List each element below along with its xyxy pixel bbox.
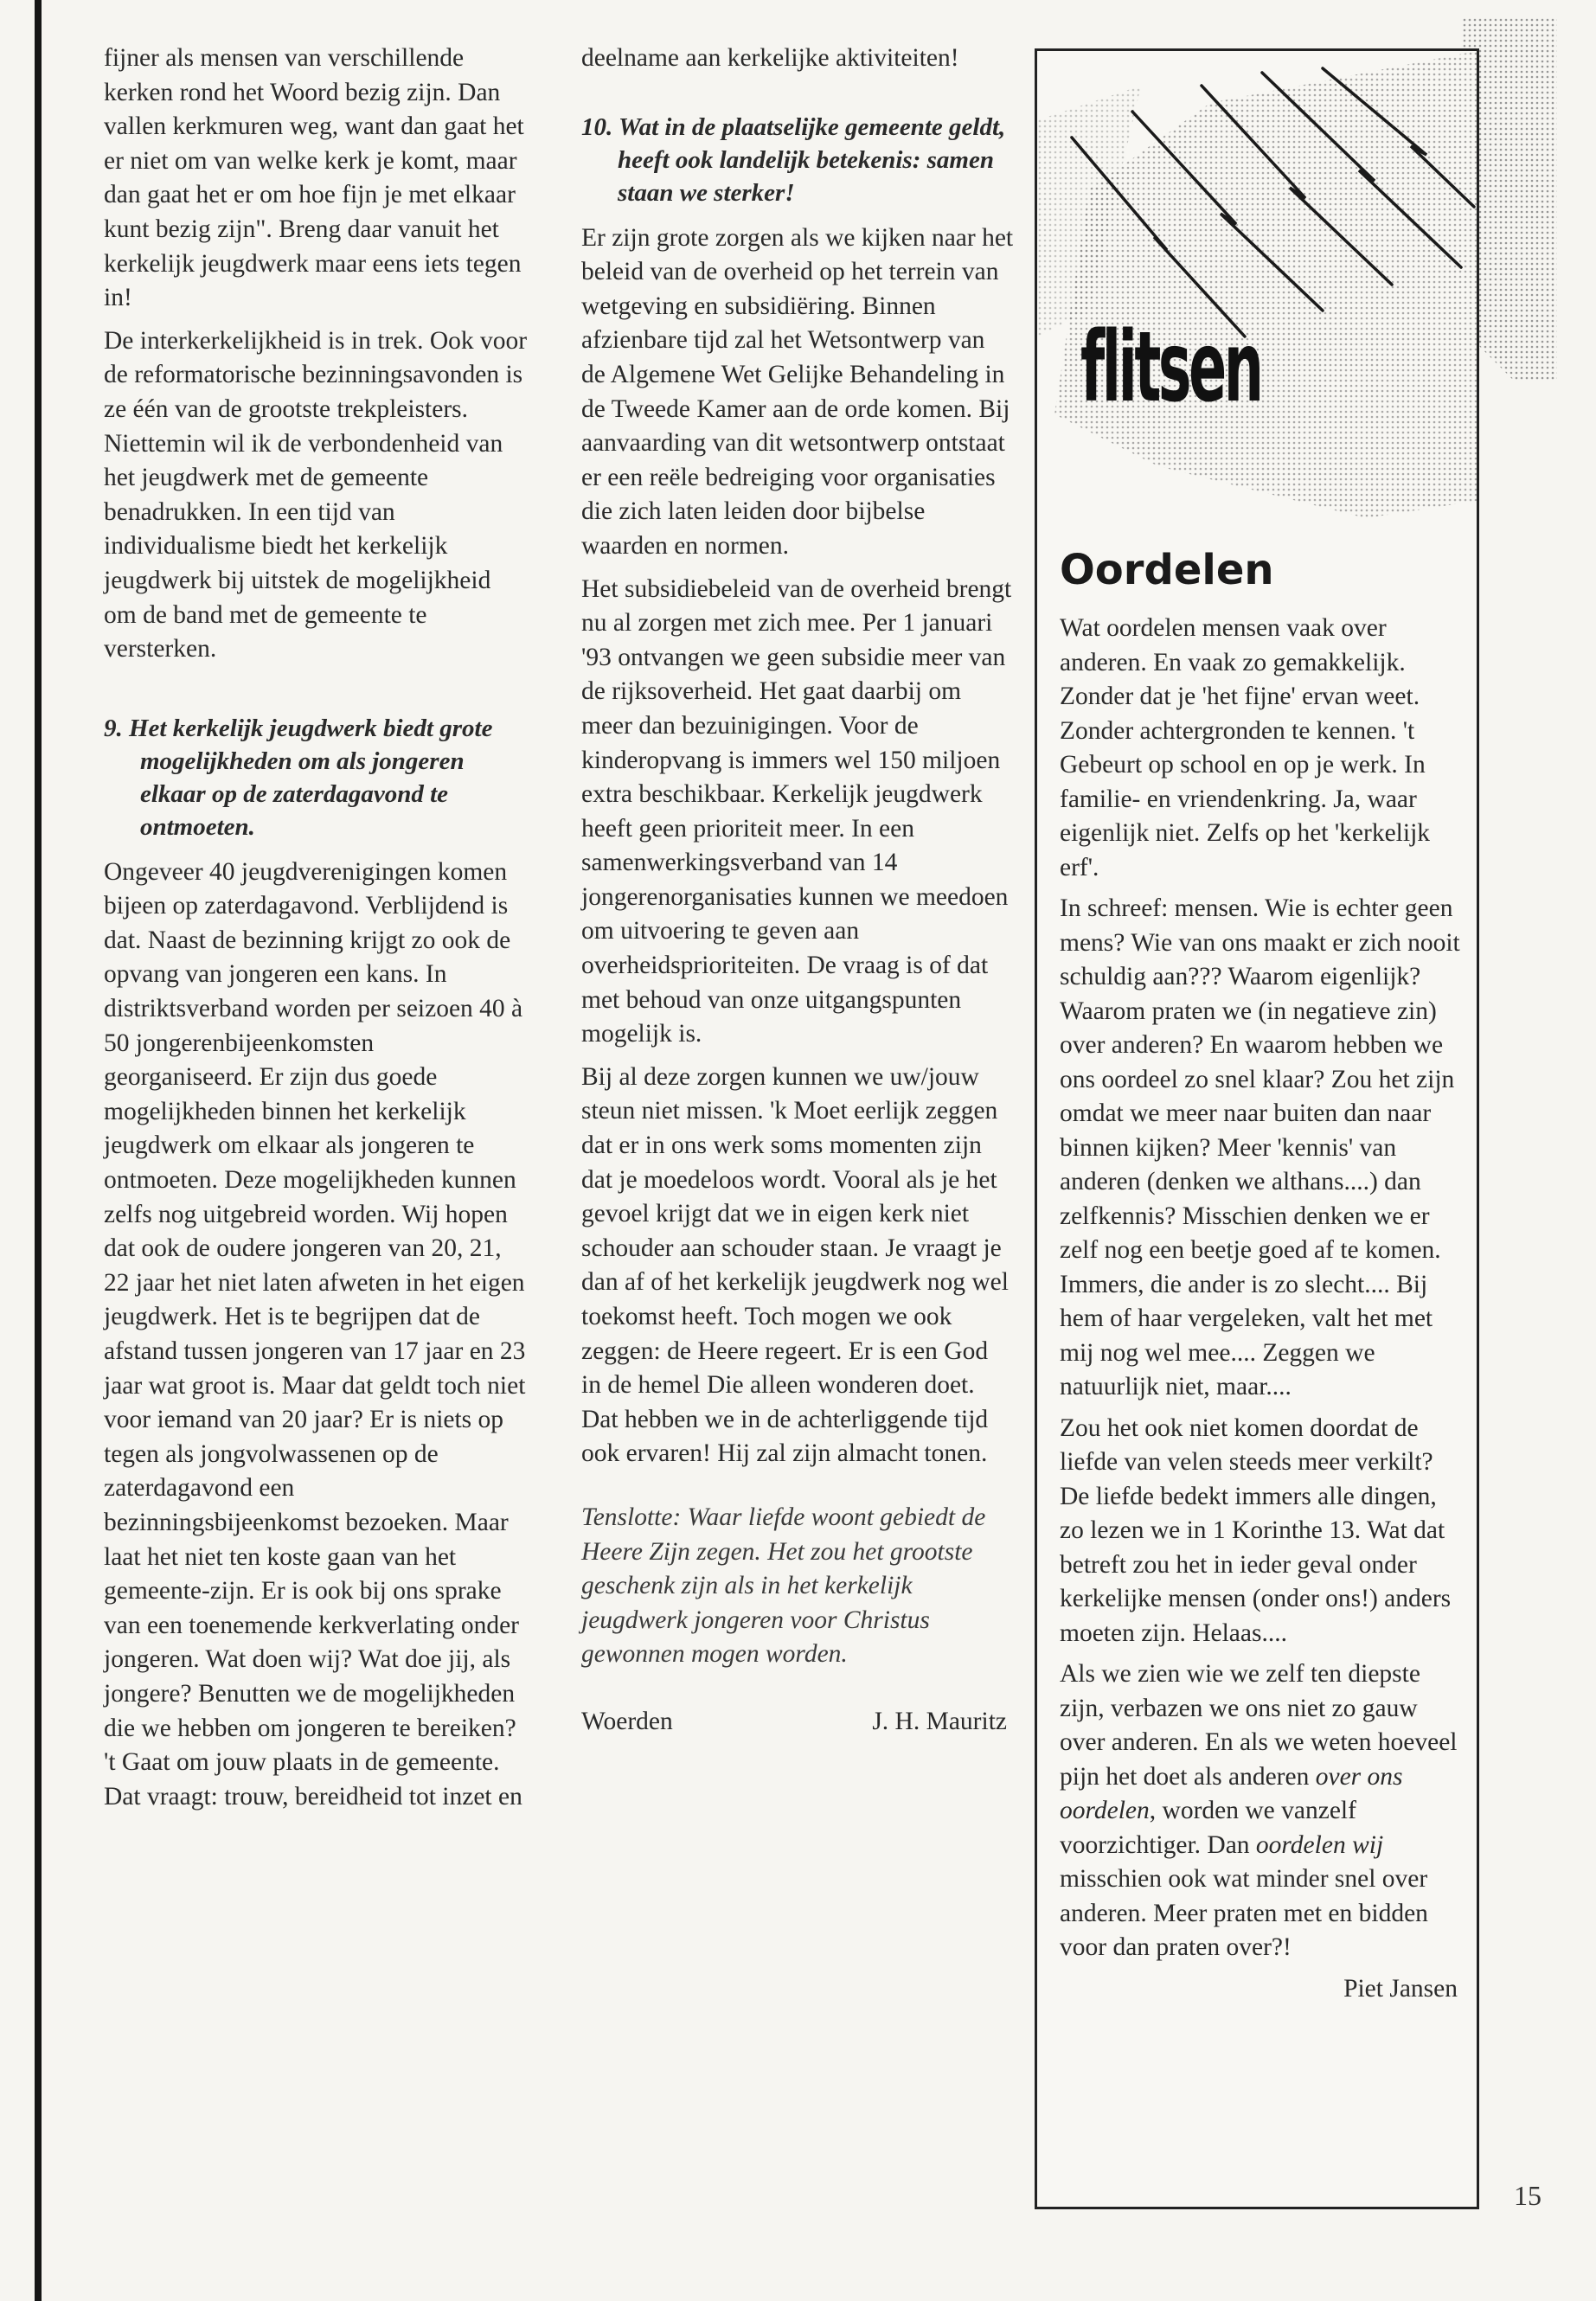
sidebar-title: Oordelen	[1060, 546, 1274, 594]
article-column-1	[104, 42, 528, 1823]
text-run: Als we zien wie we zelf ten diepste zijn, verbazen we ons niet zo gauw over anderen. En als we weten hoeveel pijn het doet als anderen	[1060, 1660, 1458, 1791]
flitsen-banner	[1037, 51, 1477, 535]
page-number: 15	[1514, 2180, 1542, 2211]
section-9-heading: 9. Het kerkelijk jeugdwerk biedt grote mogelijkheden om als jongeren elkaar op de zaterdagavond te ontmoeten.	[104, 714, 493, 841]
emphasis: oordelen wij	[1255, 1830, 1384, 1859]
sidebar-body	[1060, 612, 1466, 2013]
paragraph: Wat oordelen mensen vaak over anderen. En vaak zo gemakkelijk. Zonder dat je 'het fijne' ervan weet. Zonder achtergronden te kennen. 't Gebeurt op school en op je werk. In familie- en vriendenkring. Ja, waar eigenlijk niet. Zelfs op het 'kerkelijk erf'.	[1060, 614, 1431, 881]
article-column-2	[581, 42, 1014, 1740]
text-run: misschien ook wat minder snel over anderen. Meer praten met en bidden voor dan praten over?!	[1060, 1865, 1428, 1961]
paragraph	[1060, 1657, 1466, 1965]
paragraph: Bij al deze zorgen kunnen we uw/jouw steun niet missen. 'k Moet eerlijk zeggen dat er in ons werk soms momenten zijn dat je moedeloos wordt. Vooral als je het gevoel krijgt dat we in eigen kerk niet schouder aan schouder staan. Je vraagt je dan af of het kerkelijk jeugdwerk nog wel toekomst heeft. Toch mogen we ook zeggen: de Heere regeert. Er is een God in de hemel Die alleen wonderen doet. Dat hebben we in de achterliggende tijd ook ervaren! Hij zal zijn almacht tonen.	[581, 1062, 1009, 1468]
paragraph: De interkerkelijkheid is in trek. Ook voor de reformatorische bezinningsavonden is ze één van de grootste trekpleisters. Niettemin wil ik de verbondenheid van het jeugdwerk met de gemeente benadrukken. In een tijd van individualisme biedt het kerkelijk jeugdwerk bij uitstek de mogelijkheid om de band met de gemeente te versterken.	[104, 326, 528, 663]
paragraph: Het subsidiebeleid van de overheid brengt nu al zorgen met zich mee. Per 1 januari '93 ontvangen we geen subsidie meer van de rijksoverheid. Het gaat daarbij om meer dan bezuinigingen. Voor de kinderopvang is immers wel 150 miljoen extra beschikbaar. Kerkelijk jeugdwerk heeft geen prioriteit meer. In een samenwerkingsverband van 14 jongerenorganisaties kunnen we meedoen om uitvoering te geven aan overheidsprioriteiten. De vraag is of dat met behoud van onze uitgangspunten mogelijk is.	[581, 574, 1012, 1048]
text-run: , worden we vanzelf voorzichtiger. Dan	[1060, 1797, 1356, 1859]
signature-author: J. H. Mauritz	[872, 1707, 1007, 1735]
paragraph: fijner als mensen van verschillende kerken rond het Woord bezig zijn. Dan vallen kerkmuren weg, want dan gaat het er niet om van welke kerk je komt, maar dan gaat het er om hoe fijn je met elkaar kunt bezig zijn". Breng daar vanuit het kerkelijk jeugdwerk maar eens iets tegen in!	[104, 44, 524, 312]
emphasis: over ons oordelen	[1060, 1762, 1403, 1824]
signature-location: Woerden	[581, 1707, 673, 1735]
sidebar-author: Piet Jansen	[1343, 1974, 1458, 2003]
flitsen-sidebar	[1035, 48, 1479, 2209]
paragraph: Zou het ook niet komen doordat de liefde van velen steeds meer verkilt? De liefde bedekt immers alle dingen, zo lezen we in 1 Korinthe 13. Wat dat betreft zou het in ieder geval onder kerkelijke mensen (onder ons!) anders moeten zijn. Helaas....	[1060, 1413, 1452, 1647]
flitsen-title: flitsen	[1080, 311, 1261, 424]
closing-note: Tenslotte: Waar liefde woont gebiedt de Heere Zijn zegen. Het zou het grootste geschenk zijn als in het kerkelijk jeugdwerk jongeren voor Christus gewonnen mogen worden.	[581, 1503, 986, 1669]
paragraph: Ongeveer 40 jeugdverenigingen komen bijeen op zaterdagavond. Verblijdend is dat. Naast de bezinning krijgt zo ook de opvang van jongeren een kans. In distriktsverband worden per seizoen 40 à 50 jongerenbijeenkomsten georganiseerd. Er zijn dus goede mogelijkheden binnen het kerkelijk jeugdwerk om elkaar als jongeren te ontmoeten. Deze mogelijkheden kunnen zelfs nog uitgebreid worden. Wij hopen dat ook de oudere jongeren van 20, 21, 22 jaar het niet laten afweten in het eigen jeugdwerk. Het is te begrijpen dat de afstand tussen jongeren van 17 jaar en 23 jaar wat groot is. Maar dat geldt toch niet voor iemand van 20 jaar? Er is niets op tegen als jongvolwassenen op de zaterdagavond een bezinningsbijeenkomst bezoeken. Maar laat het niet ten koste gaan van het gemeente-zijn. Er is ook bij ons sprake van een toenemende kerkverlating onder jongeren. Wat doen wij? Wat doe jij, als jongere? Benutten we de mogelijkheden die we hebben om jongeren te bereiken? 't Gaat om jouw plaats in de gemeente. Dat vraagt: trouw, bereidheid tot inzet en	[104, 857, 526, 1811]
lightning-illustration	[1037, 51, 1477, 535]
paragraph: Er zijn grote zorgen als we kijken naar het beleid van de overheid op het terrein van wetgeving en subsidiëring. Binnen afzienbare tijd zal het Wetsontwerp van de Algemene Wet Gelijke Behandeling in de Tweede Kamer aan de orde komen. Bij aanvaarding van dit wetsontwerp ontstaat er een reële bedreiging voor organisaties die zich laten leiden door bijbelse waarden en normen.	[581, 223, 1014, 560]
article-signature	[581, 1705, 1014, 1740]
paragraph: deelname aan kerkelijke aktiviteiten!	[581, 44, 959, 72]
paragraph: In schreef: mensen. Wie is echter geen mens? Wie van ons maakt er zich nooit schuldig aan??? Waarom eigenlijk? Waarom praten we (in negatieve zin) over anderen? En waarom hebben we ons oordeel zo snel klaar? Zou het zijn omdat we meer naar buiten dan naar binnen kijken? Meer 'kennis' van anderen (denken we althans....) dan zelfkennis? Misschien denken we er zelf nog een beetje goed af te komen. Immers, die ander is zo slecht.... Bij hem of haar vergeleken, valt het met mij nog wel mee.... Zeggen we natuurlijk niet, maar....	[1060, 894, 1460, 1400]
scan-edge-rule	[35, 0, 42, 2301]
section-10-heading: 10. Wat in de plaatselijke gemeente geldt, heeft ook landelijk betekenis: samen staan we sterker!	[581, 112, 1006, 207]
